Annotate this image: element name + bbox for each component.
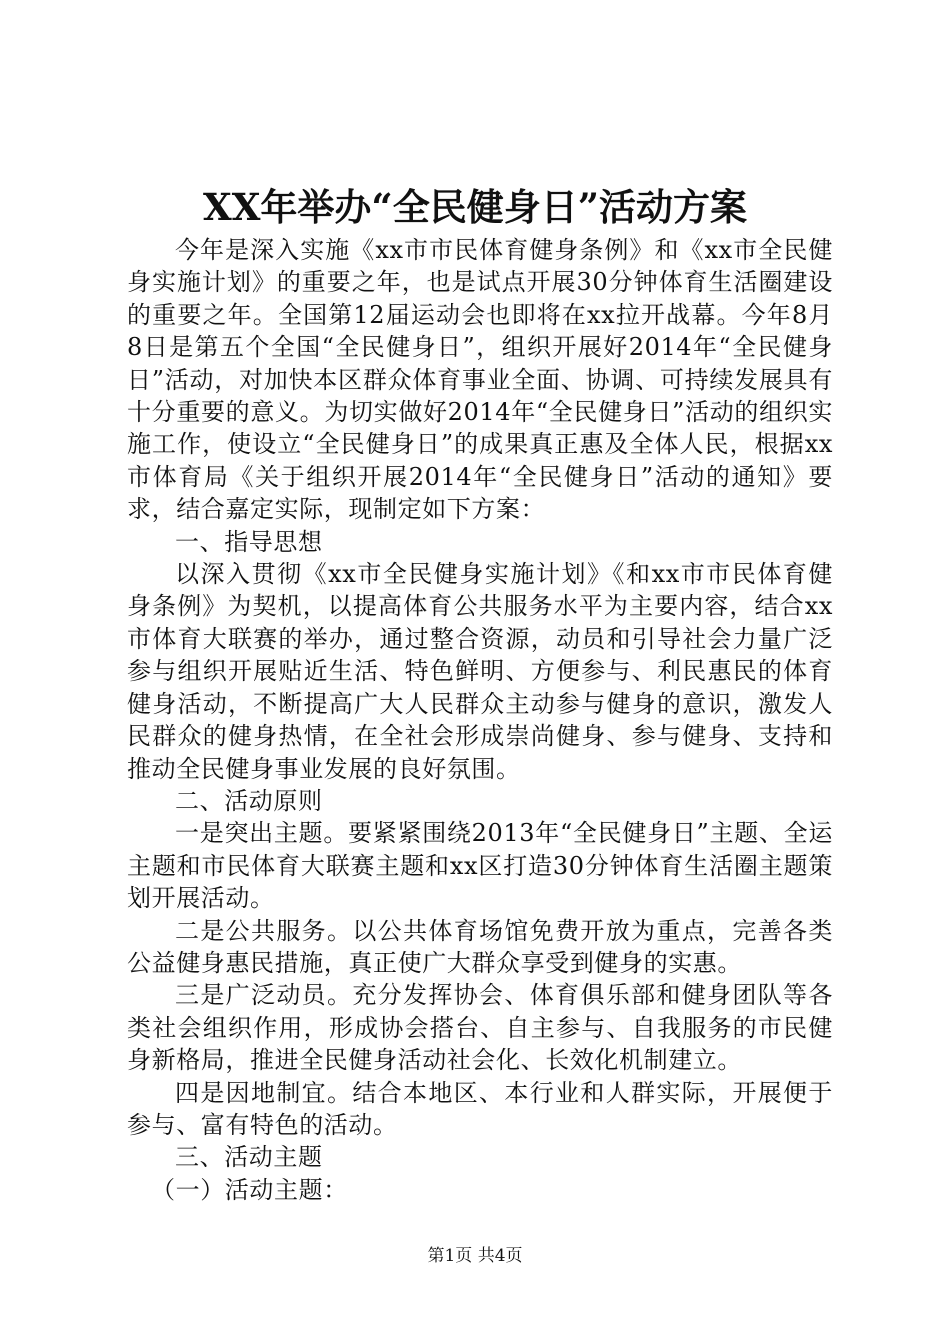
principle-paragraph-2: 二是公共服务。以公共体育场馆免费开放为重点，完善各类公益健身惠民措施，真正使广大群众享受到健身的实惠。 [127,916,833,977]
subsection-heading-theme: （一）活动主题： [151,1175,348,1204]
section-heading-guiding-thought: 一、指导思想 [175,527,323,556]
principle-paragraph-3: 三是广泛动员。充分发挥协会、体育俱乐部和健身团队等各类社会组织作用，形成协会搭台、自主参与、自我服务的市民健身新格局，推进全民健身活动社会化、长效化机制建立。 [127,981,833,1075]
section-heading-principles: 二、活动原则 [175,786,323,815]
intro-paragraph: 今年是深入实施《xx市市民体育健身条例》和《xx市全民健身实施计划》的重要之年，也是试点开展30分钟体育生活圈建设的重要之年。全国第12届运动会也即将在xx拉开战幕。今年8月8日是第五个全国“全民健身日”，组织开展好2014年“全民健身日”活动，对加快本区群众体育事业全面、协调、可持续发展具有十分重要的意义。为切实做好2014年“全民健身日”活动的组织实施工作，使设立“全民健身日”的成果真正惠及全体人民，根据xx市体育局《关于组织开展2014年“全民健身日”活动的通知》要求，结合嘉定实际，现制定如下方案： [127,236,833,524]
document-body [127,234,833,1206]
principle-paragraph-1: 一是突出主题。要紧紧围绕2013年“全民健身日”主题、全运主题和市民体育大联赛主题和xx区打造30分钟体育生活圈主题策划开展活动。 [127,819,833,913]
section-heading-theme: 三、活动主题 [175,1143,323,1172]
document-title: XX年举办“全民健身日”活动方案 [203,185,747,229]
guiding-thought-paragraph: 以深入贯彻《xx市全民健身实施计划》《和xx市市民体育健身条例》为契机，以提高体育公共服务水平为主要内容，结合xx市体育大联赛的举办，通过整合资源，动员和引导社会力量广泛参与组织开展贴近生活、特色鲜明、方便参与、利民惠民的体育健身活动，不断提高广大人民群众主动参与健身的意识，激发人民群众的健身热情，在全社会形成崇尚健身、参与健身、支持和推动全民健身事业发展的良好氛围。 [127,560,833,783]
principle-paragraph-4: 四是因地制宜。结合本地区、本行业和人群实际，开展便于参与、富有特色的活动。 [127,1078,833,1139]
page-footer: 第1页 共4页 [427,1246,523,1266]
